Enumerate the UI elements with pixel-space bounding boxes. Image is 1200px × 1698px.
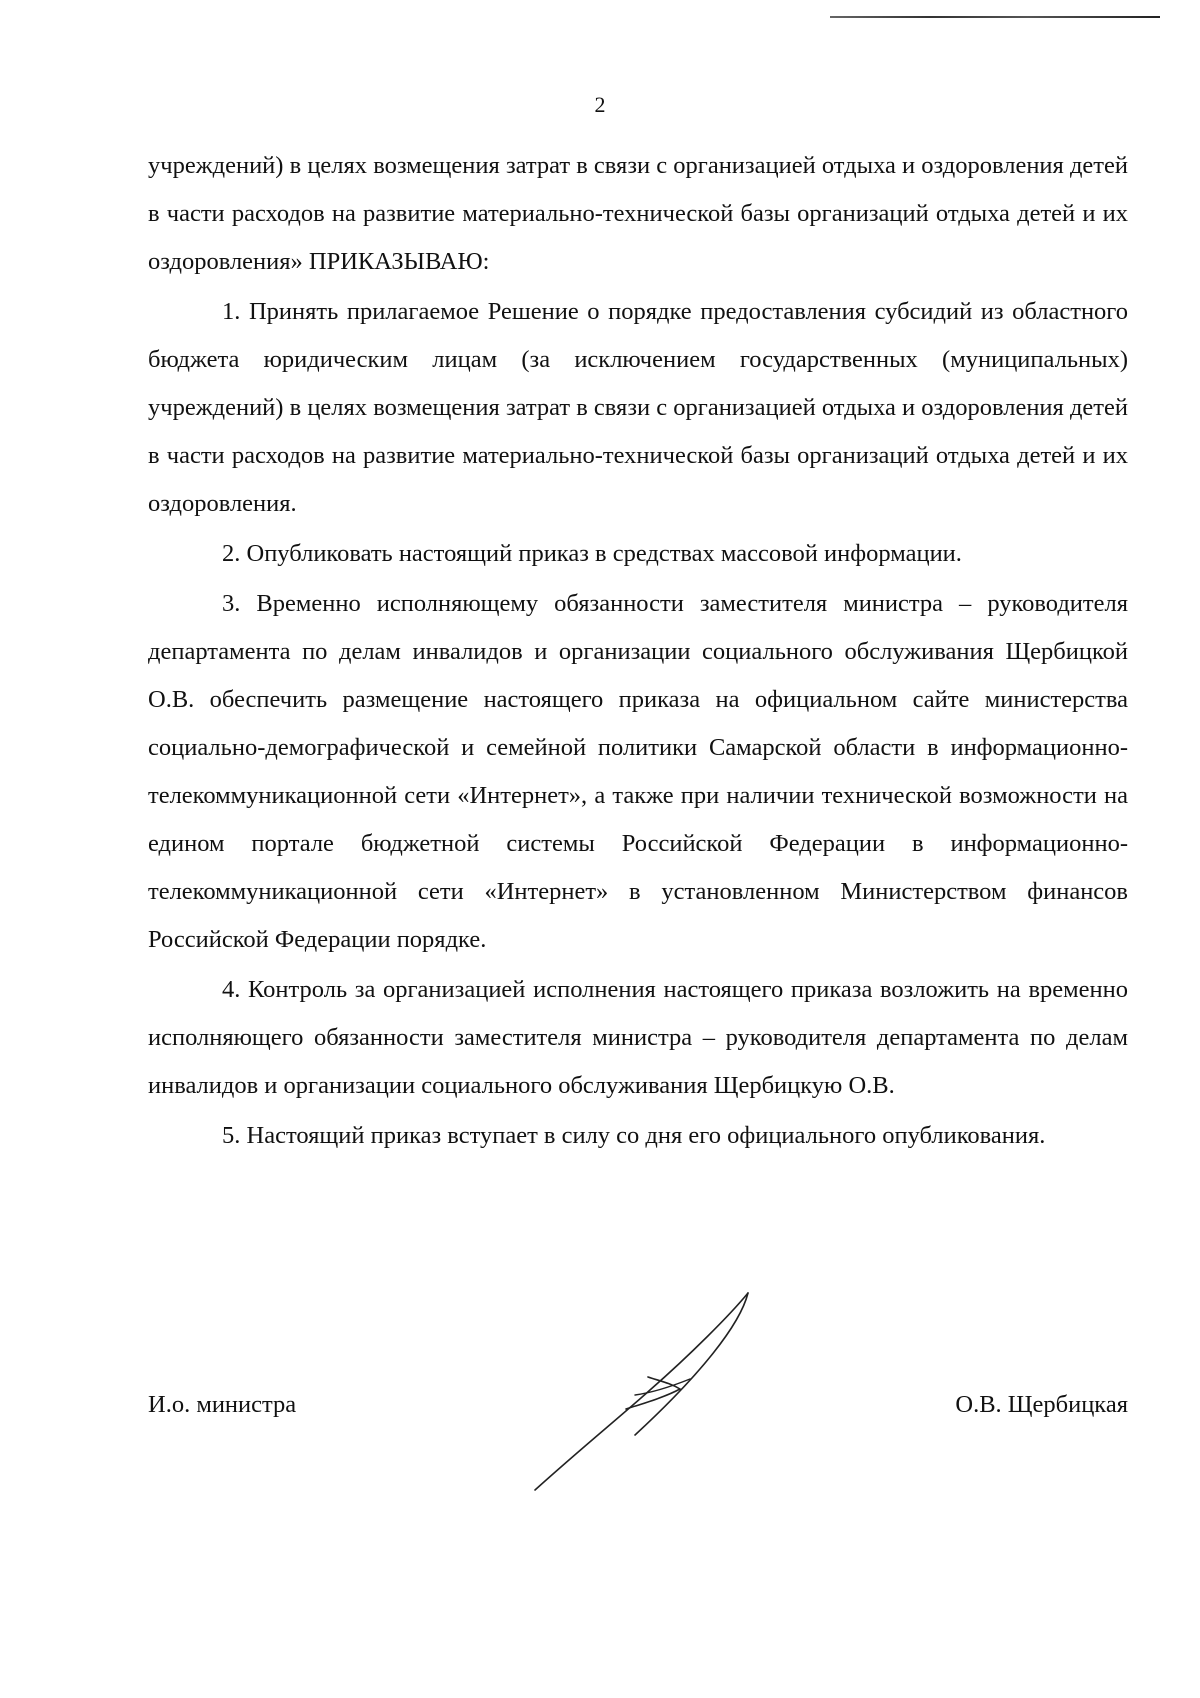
signature-block: [148, 1385, 1128, 1425]
paragraph-item-1: 1. Принять прилагаемое Решение о порядке предоставления субсидий из областного бюджета юридическим лицам (за исключением государственных (муниципальных) учреждений) в целях возмещения затрат в связи с организацией отдыха и оздоровления детей в части расходов на развитие материально-технической базы организаций отдыха детей и их оздоровления.: [148, 298, 1128, 517]
page-number: 2: [594, 92, 606, 117]
document-body: [148, 142, 1128, 1160]
paragraph-continuation: учреждений) в целях возмещения затрат в связи с организацией отдыха и оздоровления детей в части расходов на развитие материально-технической базы организаций отдыха детей и их оздоровления» ПРИКАЗЫВАЮ:: [148, 152, 1128, 275]
signatory-name: О.В. Щербицкая: [955, 1391, 1128, 1418]
paragraph-item-3: 3. Временно исполняющему обязанности заместителя министра – руководителя департамента по делам инвалидов и организации социального обслуживания Щербицкой О.В. обеспечить размещение настоящего приказа на официальном сайте министерства социально-демографической и семейной политики Самарской области в информационно-телекоммуникационной сети «Интернет», а также при наличии технической возможности на едином портале бюджетной системы Российской Федерации в информационно-телекоммуникационной сети «Интернет» в установленном Министерством финансов Российской Федерации порядке.: [148, 590, 1128, 953]
paragraph-item-5: 5. Настоящий приказ вступает в силу со дня его официального опубликования.: [222, 1122, 1046, 1149]
paragraph-item-2: 2. Опубликовать настоящий приказ в средствах массовой информации.: [222, 540, 962, 567]
signatory-role: И.о. министра: [148, 1391, 297, 1418]
paragraph-item-4: 4. Контроль за организацией исполнения настоящего приказа возложить на временно исполняющего обязанности заместителя министра – руководителя департамента по делам инвалидов и организации социального обслуживания Щербицкую О.В.: [148, 976, 1128, 1099]
scan-artifact-line: [830, 16, 1160, 18]
